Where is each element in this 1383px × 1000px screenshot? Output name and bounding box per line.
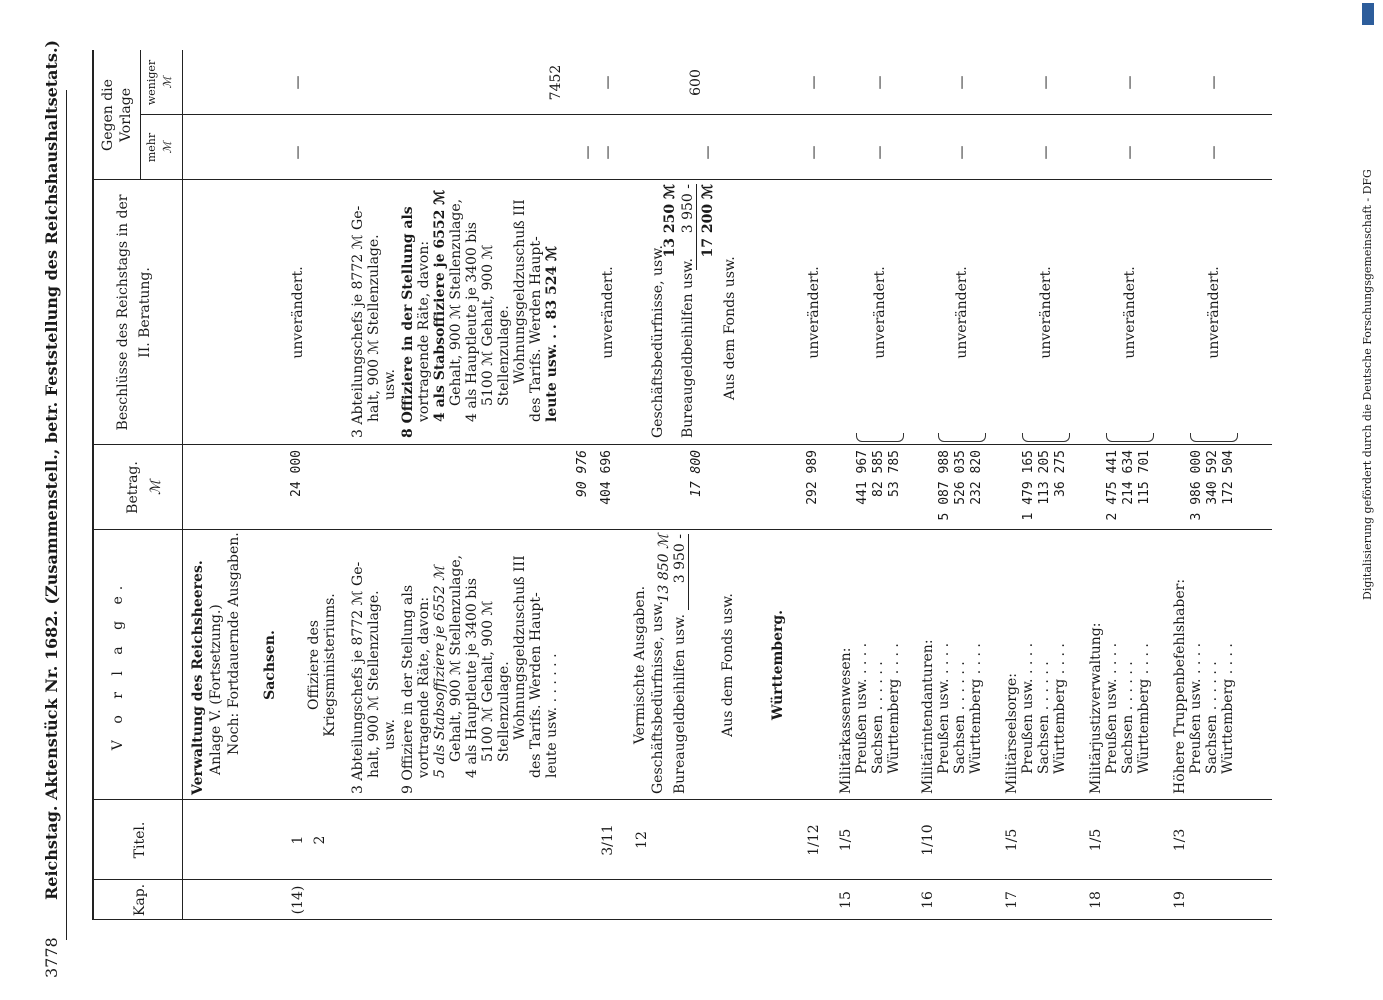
group-17-dash-weniger: — [1038, 75, 1054, 90]
group-16-betrag-1: 5 087 988 [937, 450, 952, 521]
betrag-24000: 24 000 [289, 450, 304, 497]
titel-17: 1/5 [1004, 828, 1020, 852]
group-15-item-1: Preußen usw. . . . . [854, 642, 870, 774]
group-16-betrag-3: 232 820 [969, 450, 984, 505]
group-19-beschluss: unverändert. [1206, 266, 1222, 359]
header-weniger: weniger [145, 59, 158, 106]
weniger-7452: 7452 [548, 64, 564, 101]
vorlage-14-line-13: leute usw. . . . . . . [544, 653, 560, 778]
vorlage-14-line-11: Wohnungsgeldzuschuß III [512, 555, 528, 740]
group-15-dash-weniger: — [872, 75, 888, 90]
header-betrag: Betrag. [125, 461, 141, 514]
group-19-dash-weniger: — [1206, 75, 1222, 90]
wuerttemberg-heading: Württemberg. [770, 609, 786, 721]
group-17-beschluss: unverändert. [1038, 266, 1054, 359]
header-gegen-1: Gegen die [100, 79, 116, 151]
group-19-item-1: Preußen usw. . . . . [1188, 642, 1204, 774]
group-17-dash-mehr: — [1038, 145, 1054, 160]
vorlage-14-line-9: 5100 ℳ Gehalt, 900 ℳ [480, 600, 496, 762]
group-15-item-3: Württemberg . . . . [886, 643, 902, 774]
group-18-item-1: Preußen usw. . . . . [1104, 642, 1120, 774]
beschluss-14-line-1: 3 Abteilungschefs je 8772 ℳ Ge- [350, 205, 366, 438]
beschluss-14-line-5: vortragende Räte, davon: [416, 240, 432, 422]
page-number: 3778 [42, 937, 61, 978]
group-17-item-2: Sachsen . . . . . . [1036, 661, 1052, 774]
intro-line-3: Noch: Fortdauernde Ausgaben. [226, 532, 242, 755]
vorlage-14-line-8: 4 als Hauptleute je 3400 bis [464, 578, 480, 778]
kap-18: 18 [1088, 891, 1104, 909]
vorlage-14-line-6: 5 als Stabsoffiziere je 6552 ℳ [432, 565, 448, 778]
titel-16: 1/10 [920, 824, 936, 856]
titel-2: 2 [312, 835, 328, 845]
vorlage-14-line-3: usw. [382, 719, 398, 750]
group-15-name: Militärkassenwesen: [838, 647, 854, 794]
intro-line-4: Sachsen. [262, 630, 278, 700]
group-18-dash-weniger: — [1122, 75, 1138, 90]
group-17-item-1: Preußen usw. . . . . [1020, 642, 1036, 774]
group-19-betrag-2: 340 592 [1205, 450, 1220, 505]
group-17-betrag-1: 1 479 165 [1021, 450, 1036, 521]
group-18-dash-mehr: — [1122, 145, 1138, 160]
vorlage-14-line-10: Stellenzulage. [496, 661, 512, 762]
header-betrag-unit: ℳ [148, 480, 164, 495]
titel-12: 12 [634, 831, 650, 849]
beschluss-14-line-13: leute usw. . . 83 524 ℳ [544, 245, 560, 422]
vorlage-12-bureau-amt: 3 950 - [672, 534, 689, 610]
group-15-betrag-1: 441 967 [855, 450, 870, 505]
group-16-betrag-2: 526 035 [953, 450, 968, 505]
dash-mehr-2: — [580, 145, 596, 160]
group-17-betrag-3: 36 275 [1053, 450, 1068, 497]
group-19-betrag-3: 172 504 [1221, 450, 1236, 505]
beschluss-14-line-7: Gehalt, 900 ℳ Stellenzulage, [448, 198, 464, 406]
beschluss-14-line-10: Stellenzulage. [496, 305, 512, 406]
rule-vertical-5 [92, 444, 1272, 445]
gegen-sub-rule [140, 50, 141, 180]
betrag-292989: 292 989 [805, 450, 820, 505]
beschluss-14-line-4: 8 Offiziere in der Stellung als [400, 206, 416, 438]
group-18-betrag-3: 115 701 [1137, 450, 1152, 505]
header-vorlage: V o r l a g e. [110, 579, 126, 751]
vorlage-14-line-12: des Tarifs. Werden Haupt- [528, 592, 544, 778]
dash-mehr-4: — [700, 145, 716, 160]
beschluss-14-line-8: 4 als Hauptleute je 3400 bis [464, 222, 480, 422]
group-17-betrag-2: 113 205 [1037, 450, 1052, 505]
beschluss-14-line-12: des Tarifs. Werden Haupt- [528, 236, 544, 422]
group-16-beschluss: unverändert. [954, 266, 970, 359]
kap-19: 19 [1172, 891, 1188, 909]
vorlage-14-line-2: halt, 900 ℳ Stellenzulage. [366, 590, 382, 778]
intro-line-1: Verwaltung des Reichsheeres. [190, 560, 206, 795]
group-16-name: Militärintendanturen: [920, 639, 936, 794]
group-19-dash-mehr: — [1206, 145, 1222, 160]
kap-17: 17 [1004, 891, 1020, 909]
group-15-betrag-3: 53 785 [887, 450, 902, 497]
kap-15: 15 [838, 891, 854, 909]
group-19-item-2: Sachsen . . . . . . [1204, 661, 1220, 774]
header-beschluesse-2: II. Beratung. [137, 267, 153, 358]
beschluss-12-total: 17 200 ℳ [700, 184, 716, 258]
titel-19: 1/3 [1172, 828, 1188, 852]
beschluss-unveraendert-1: unverändert. [290, 266, 306, 359]
beschluss-12-geschaeft-amt: 13 250 ℳ [662, 184, 678, 258]
group-16-item-3: Württemberg . . . . [968, 643, 984, 774]
beschluss-12-bureau-amt: 3 950 - [680, 184, 697, 270]
beschluss-14-line-3: usw. [382, 369, 398, 400]
beschluss-12-geschaeft: Geschäftsbedürfnisse, usw. [650, 245, 666, 438]
vorlage-12-fonds: Aus dem Fonds usw. [720, 593, 736, 737]
running-title: Reichstag. Aktenstück Nr. 1682. (Zusammenstell., betr. Feststellung des Reichshaushaltsetats.) [42, 39, 61, 900]
beschluss-12-fonds: Aus dem Fonds usw. [722, 256, 738, 400]
betrag-404696: 404 696 [599, 450, 614, 505]
titel-15: 1/5 [838, 828, 854, 852]
rule-vertical-7 [140, 114, 1272, 115]
group-18-item-2: Sachsen . . . . . . [1120, 661, 1136, 774]
group-18-name: Militärjustizverwaltung: [1088, 622, 1104, 794]
intro-line-2: Anlage V. (Fortsetzung.) [208, 604, 224, 775]
group-18-betrag-2: 214 634 [1121, 450, 1136, 505]
header-mehr-unit: ℳ [161, 141, 174, 154]
beschluss-14-line-9: 5100 ℳ Gehalt, 900 ℳ [480, 244, 496, 406]
header-bottom-rule [182, 50, 183, 920]
header-weniger-unit: ℳ [161, 76, 174, 89]
beschluss-14-line-2: halt, 900 ℳ Stellenzulage. [366, 234, 382, 422]
group-16-item-1: Preußen usw. . . . . [936, 642, 952, 774]
dash-mehr-1: — [290, 145, 306, 160]
vermischte-ausgaben: Vermischte Ausgaben. [632, 585, 648, 745]
dfg-logo-icon [1362, 3, 1374, 25]
group-16-dash-weniger: — [954, 75, 970, 90]
titel-18: 1/5 [1088, 828, 1104, 852]
group-18-item-3: Württemberg . . . . [1136, 643, 1152, 774]
group-16-dash-mehr: — [954, 145, 970, 160]
dash-mehr-3: — [600, 145, 616, 160]
titel-1-12: 1/12 [806, 824, 822, 856]
rule-vertical-6 [92, 179, 1272, 180]
dfg-credit: Digitalisierung gefördert durch die Deutsche Forschungsgemeinschaft - DFG [1361, 169, 1374, 600]
betrag-17800: 17 800 [689, 450, 704, 497]
group-19-betrag-1: 3 986 000 [1189, 450, 1204, 521]
header-titel: Titel. [132, 821, 148, 859]
dash-weniger-1: — [290, 75, 306, 90]
vorlage-14-line-5: vortragende Räte, davon: [416, 596, 432, 778]
vorlage-12-geschaeft-amt: 13 850 ℳ [656, 534, 672, 603]
vorlage-14-line-1: 3 Abteilungschefs je 8772 ℳ Ge- [350, 561, 366, 794]
group-19-item-3: Württemberg . . . . [1220, 643, 1236, 774]
dash-weniger-3: — [600, 75, 616, 90]
beschluss-14-line-6: 4 als Stabsoffiziere je 6552 ℳ [432, 189, 448, 422]
beschluss-12-bureau: Bureaugeldbeihilfen usw. [680, 258, 696, 438]
vorlage-12-bureau: Bureaugeldbeihilfen usw. [672, 614, 688, 794]
beschluss-14-line-11: Wohnungsgeldzuschuß III [512, 199, 528, 384]
table-top-rule [92, 50, 94, 920]
group-17-item-3: Württemberg . . . . [1052, 643, 1068, 774]
betrag-90976: 90 976 [575, 450, 590, 497]
beschluss-unveraendert-2: unverändert. [600, 266, 616, 359]
titel-3-11: 3/11 [600, 824, 616, 856]
running-title-rule [66, 90, 67, 940]
kap-14: (14) [290, 885, 306, 915]
group-15-betrag-2: 82 585 [871, 450, 886, 497]
group-19-name: Höhere Truppenbefehlshaber: [1172, 578, 1188, 794]
group-18-beschluss: unverändert. [1122, 266, 1138, 359]
vorlage-14-line-4: 9 Offiziere in der Stellung als [400, 584, 416, 794]
dash-weniger-5: — [806, 75, 822, 90]
offiziere-line-2: Kriegsministeriums. [322, 593, 338, 737]
group-15-beschluss: unverändert. [872, 266, 888, 359]
dash-mehr-5: — [806, 145, 822, 160]
vorlage-14-line-7: Gehalt, 900 ℳ Stellenzulage, [448, 554, 464, 762]
offiziere-line-1: Offiziere des [306, 620, 322, 710]
group-18-betrag-1: 2 475 441 [1105, 450, 1120, 521]
weniger-600: 600 [688, 69, 704, 96]
titel-1: 1 [290, 835, 306, 845]
group-15-dash-mehr: — [872, 145, 888, 160]
beschluss-unveraendert-3: unverändert. [806, 266, 822, 359]
vorlage-12-geschaeft: Geschäftsbedürfnisse, usw. [650, 601, 666, 794]
group-15-item-2: Sachsen . . . . . . [870, 661, 886, 774]
header-beschluesse-1: Beschlüsse des Reichstags in der [115, 194, 131, 431]
kap-16: 16 [920, 891, 936, 909]
header-gegen-2: Vorlage [118, 87, 134, 143]
group-16-item-2: Sachsen . . . . . . [952, 661, 968, 774]
header-mehr: mehr [145, 132, 158, 163]
group-17-name: Militärseelsorge: [1004, 673, 1020, 794]
header-kap: Kap. [132, 883, 148, 917]
